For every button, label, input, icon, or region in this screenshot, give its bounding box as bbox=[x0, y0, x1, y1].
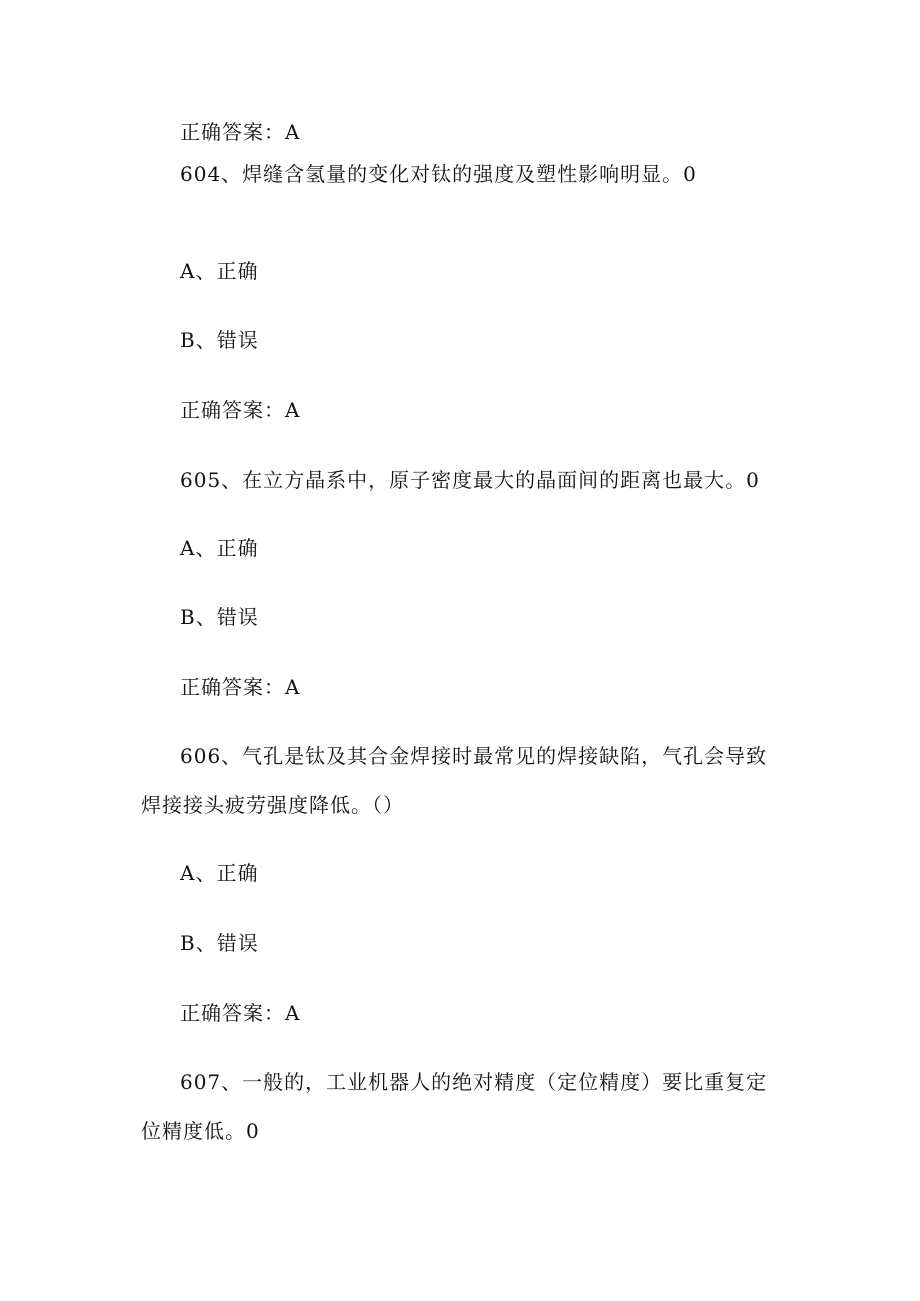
question-text-continued: 焊接接头疲劳强度降低。（） bbox=[141, 793, 404, 817]
option-a: A、正确 bbox=[180, 536, 259, 560]
question-text: 605、在立方晶系中，原子密度最大的晶面间的距离也最大。0 bbox=[180, 468, 760, 492]
option-a: A、正确 bbox=[180, 259, 259, 283]
question-text-continued: 位精度低。0 bbox=[141, 1119, 260, 1143]
question-text: 606、气孔是钛及其合金焊接时最常见的焊接缺陷，气孔会导致 bbox=[180, 744, 768, 768]
option-b: B、错误 bbox=[180, 931, 259, 955]
answer-line: 正确答案：A bbox=[180, 1001, 301, 1025]
answer-line: 正确答案：A bbox=[180, 120, 301, 144]
answer-line: 正确答案：A bbox=[180, 675, 301, 699]
question-text: 604、焊缝含氢量的变化对钛的强度及塑性影响明显。0 bbox=[180, 162, 697, 186]
question-text: 607、一般的，工业机器人的绝对精度（定位精度）要比重复定 bbox=[180, 1070, 768, 1094]
answer-line: 正确答案：A bbox=[180, 398, 301, 422]
option-b: B、错误 bbox=[180, 328, 259, 352]
option-a: A、正确 bbox=[180, 861, 259, 885]
option-b: B、错误 bbox=[180, 605, 259, 629]
